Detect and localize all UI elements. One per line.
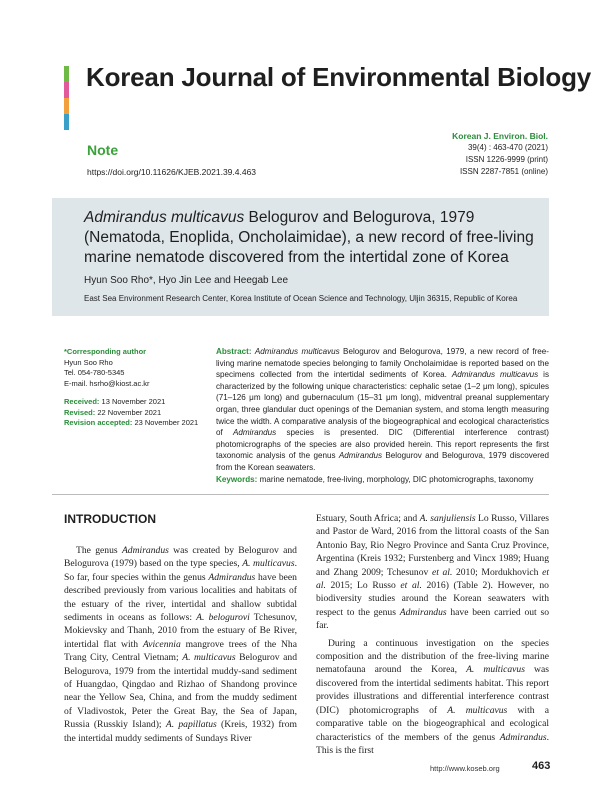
intro-column-2 [316,512,549,757]
accepted-date [64,418,204,429]
abstract-text-4: Belogurov and Belogurova, 1979 discovered from the Korean seawaters. [216,451,549,472]
t-i: Avicennia [142,638,181,650]
t-i: Admirandus [121,545,169,556]
t: was created by Belogurov and Belogurova (1979) based on the type species, [64,545,297,570]
t-i: A. multicavus [466,664,525,676]
t: The genus [76,545,122,556]
intro-paragraph-2 [316,637,549,758]
t-i: Admirandus [208,571,256,583]
t: with a comparative table on the biogeographical and ecological characteristics of the members of the genus [316,704,549,743]
keywords-label: Keywords: [216,475,258,484]
t: . This is the first [316,731,549,756]
volume-pages: 39(4) : 463-470 (2021) [467,143,548,152]
received-value: 13 November 2021 [99,397,166,406]
t: . So far, four species within the genus [64,558,297,583]
abstract-genus-1: Admirandus [233,428,277,438]
corresponding-author-email[interactable]: E-mail. hsrho@kiost.ac.kr [64,378,150,388]
intro-paragraph-1 [64,544,297,745]
title-text: Belogurov and Belogurova, 1979 (Nematoda, Enoplida, Oncholaimidae), a new record of free-living marine nematode discovered from the intertidal zone of Korea [84,209,534,266]
t-i: et al. [431,566,453,578]
article-sidebar [64,347,204,429]
color-bar-green [64,66,69,82]
section-label: Note [87,142,119,158]
journal-title: Korean Journal of Environmental Biology [86,62,592,92]
color-bar-blue [64,114,69,130]
t-i: A. multicavus [242,558,295,570]
t: was discovered from the intertidal sediments habitat. This report provides illustrations and differential interference contrast (DIC) photomicrographs of [316,664,549,716]
issn-online: ISSN 2287-7851 (online) [459,167,548,176]
t: 2015; Lo Russo [325,580,401,592]
t: Tchesunov, Mokievsky and Thanh, 2010 from the estuary of Be River, intertidal flat with [64,612,297,650]
t-i: A. sanjuliensis [419,513,476,524]
authors: Hyun Soo Rho*, Hyo Jin Lee and Heegab Lee [84,275,289,286]
t-i: A. papillatus [165,719,217,731]
t-i: et al. [400,580,422,592]
article-title [84,208,534,268]
citation-info [452,130,548,178]
abstract-genus-2: Admirandus [338,451,383,461]
corresponding-author-tel: Tel. 054-780-5345 [64,368,125,377]
abstract [216,346,549,474]
journal-abbreviation: Korean J. Environ. Biol. [452,131,548,141]
t-i: A. multicavus [182,652,236,664]
t: 2016) (Table 2). However, no biodiversity studies around the Korean seawaters with respect to the genus [316,580,549,618]
section-divider [52,494,549,495]
t: have been described previously from various localities and habitats of the estuary of the river, intertidal and shallow subtidal sediments in oceans as follows: [64,571,297,624]
t-i: Admirandus [499,731,547,743]
intro-paragraph-1-cont [316,512,549,633]
journal-color-bar [64,66,69,130]
introduction-heading: INTRODUCTION [64,512,156,526]
t: Belogurov and Belogurova, 1979 from the intertidal muddy-sand sediment of Huangdao, Qingdao and Rizhao of Shandong province near the Yellow Sea, China, and from the muddy sediment of Vladivostok, Peter the Great Bay, the Sea of Japan, Russia (Russkiy Island); [64,652,297,731]
t: (Kreis, 1932) from the intertidal muddy sediments of Sundays River [64,719,297,744]
affiliation: East Sea Environment Research Center, Korea Institute of Ocean Science and Technology, Uljin 36315, Republic of Korea [84,294,518,303]
color-bar-pink [64,82,69,98]
abstract-species-1: Admirandus multicavus [254,347,340,356]
t: have been carried out so far. [316,606,549,632]
corresponding-author-label: *Corresponding author [64,347,147,356]
footer-url[interactable]: http://www.koseb.org [430,764,500,773]
abstract-text-2: is characterized by the following unique characteristics: cephalic setae (1–2 μm long), spicules (71–126 μm long) and gubernaculum (15–31 μm long), midventral preanal supplementary organ, three glandular duct openings of the Demanian system, and stoma length measuring twice the width. A comparative analysis of the biogeographical and ecological characteristics of [216,370,550,438]
revised-label: Revised: [64,407,96,417]
received-date [64,397,204,408]
keywords [216,474,556,485]
page-number: 463 [532,760,551,772]
abstract-label: Abstract: [216,347,252,356]
revised-value: 22 November 2021 [95,407,162,417]
color-bar-orange [64,98,69,114]
corresponding-author-name: Hyun Soo Rho [64,357,113,367]
accepted-label: Revision accepted: [64,418,133,427]
t-i: A. belogurovi [196,612,250,624]
t-i: A. multicavus [447,704,508,716]
doi-link[interactable]: https://doi.org/10.11626/KJEB.2021.39.4.463 [87,167,257,177]
issn-print: ISSN 1226-9999 (print) [465,155,548,164]
t: mangrove trees of the Nha Trang City, Central Vietnam; [64,638,297,664]
intro-column-1 [64,544,297,745]
t: During a continuous investigation on the species composition and the distribution of the free-living marine nematofauna around the Korea, [316,637,549,676]
keywords-text: marine nematode, free-living, morphology, DIC photomicrographs, taxonomy [257,475,534,484]
abstract-text-1: Belogurov and Belogurova, 1979, a new record of free-living marine nematode species belonging to family Oncholaimidae is reported based on the specimens collected from the intertidal sediments of Korea. [216,347,550,380]
accepted-value: 23 November 2021 [132,418,199,427]
abstract-text-3: species is presented. DIC (Differential interference contrast) photomicrographs of the species are also provided herein. This report represents the first taxonomic analysis of the genus [216,428,549,461]
revised-date [64,408,204,419]
abstract-species-2: Admirandus multicavus [451,370,539,380]
title-species: Admirandus multicavus [84,209,245,226]
t: Estuary, South Africa; and [316,513,420,524]
t: Lo Russo, Villares and Pastor de Ward, 2016 from the littoral coasts of the San Antonio Bay, Rio Negro Province and Santa Cruz Province, Argentina (Kreis 1932; Furstenberg and Vincx 1989; Huang and Zhang 2009; Tchesunov [316,513,549,578]
t: 2010; Mordukhovich [452,566,543,578]
t-i: Admirandus [399,606,447,618]
received-label: Received: [64,397,100,406]
t-i: et al. [316,566,550,592]
